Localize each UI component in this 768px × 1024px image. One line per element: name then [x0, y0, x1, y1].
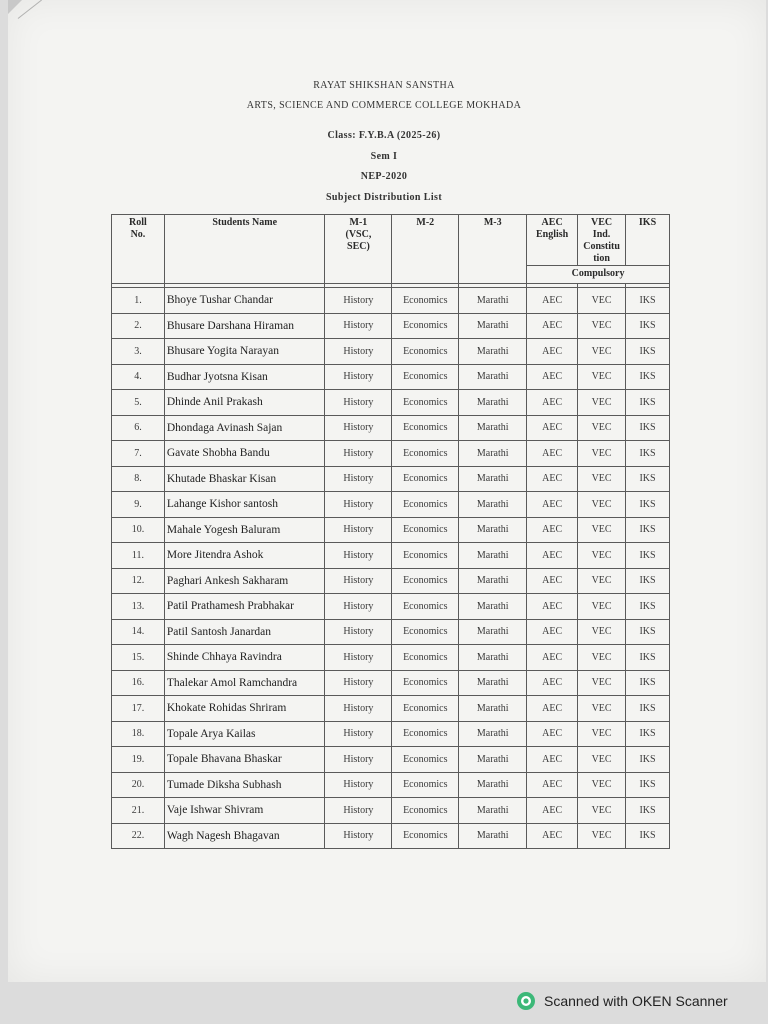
cell-name: Patil Santosh Janardan [164, 619, 325, 645]
cell-m2: Economics [392, 823, 459, 849]
cell-iks: IKS [626, 798, 670, 824]
cell-m3: Marathi [459, 619, 527, 645]
table-row [112, 313, 670, 339]
col-roll-line1: Roll [129, 217, 147, 228]
cell-iks: IKS [626, 517, 670, 543]
cell-m2: Economics [392, 313, 459, 339]
cell-iks: IKS [626, 339, 670, 365]
cell-name: Topale Arya Kailas [164, 721, 325, 747]
cell-vec: VEC [578, 696, 626, 722]
cell-name: Mahale Yogesh Baluram [164, 517, 325, 543]
cell-m1: History [325, 772, 392, 798]
cell-aec: AEC [527, 543, 578, 569]
cell-iks: IKS [626, 823, 670, 849]
cell-name: Patil Prathamesh Prabhakar [164, 594, 325, 620]
cell-aec: AEC [527, 568, 578, 594]
table-body [112, 284, 670, 849]
cell-name: Vaje Ishwar Shivram [164, 798, 325, 824]
cell-m2: Economics [392, 670, 459, 696]
cell-m3: Marathi [459, 339, 527, 365]
cell-iks: IKS [626, 568, 670, 594]
cell-aec: AEC [527, 619, 578, 645]
cell-m2: Economics [392, 339, 459, 365]
cell-m2: Economics [392, 441, 459, 467]
cell-iks: IKS [626, 313, 670, 339]
cell-name: Bhoye Tushar Chandar [164, 288, 325, 314]
cell-roll: 1. [112, 288, 165, 314]
col-vec-line4: tion [593, 253, 610, 264]
col-m1-line1: M-1 [349, 217, 368, 228]
cell-roll: 16. [112, 670, 165, 696]
table-row [112, 390, 670, 416]
cell-name: Paghari Ankesh Sakharam [164, 568, 325, 594]
table-row [112, 543, 670, 569]
cell-m1: History [325, 696, 392, 722]
cell-iks: IKS [626, 696, 670, 722]
cell-iks: IKS [626, 543, 670, 569]
cell-vec: VEC [578, 492, 626, 518]
cell-iks: IKS [626, 670, 670, 696]
cell-m1: History [325, 441, 392, 467]
cell-m1: History [325, 466, 392, 492]
cell-m2: Economics [392, 466, 459, 492]
table-row [112, 594, 670, 620]
cell-name: Wagh Nagesh Bhagavan [164, 823, 325, 849]
cell-roll: 17. [112, 696, 165, 722]
cell-name: Bhusare Darshana Hiraman [164, 313, 325, 339]
cell-m2: Economics [392, 364, 459, 390]
cell-vec: VEC [578, 772, 626, 798]
table-row [112, 721, 670, 747]
cell-iks: IKS [626, 619, 670, 645]
cell-iks: IKS [626, 364, 670, 390]
cell-name: Thalekar Amol Ramchandra [164, 670, 325, 696]
table-row [112, 568, 670, 594]
cell-m3: Marathi [459, 517, 527, 543]
cell-m3: Marathi [459, 313, 527, 339]
cell-m3: Marathi [459, 390, 527, 416]
cell-iks: IKS [626, 772, 670, 798]
cell-aec: AEC [527, 517, 578, 543]
list-title: Subject Distribution List [325, 192, 443, 203]
cell-m2: Economics [392, 721, 459, 747]
cell-roll: 12. [112, 568, 165, 594]
cell-vec: VEC [578, 390, 626, 416]
cell-roll: 4. [112, 364, 165, 390]
cell-iks: IKS [626, 390, 670, 416]
cell-iks: IKS [626, 594, 670, 620]
col-vec-line3: Constitu [583, 241, 620, 252]
cell-m2: Economics [392, 645, 459, 671]
cell-iks: IKS [626, 441, 670, 467]
cell-m2: Economics [392, 415, 459, 441]
col-vec-line1: VEC [591, 217, 613, 228]
table-row [112, 798, 670, 824]
col-m1-line2: (VSC, [345, 229, 372, 240]
scanner-watermark [516, 990, 728, 1012]
cell-name: Bhusare Yogita Narayan [164, 339, 325, 365]
cell-m3: Marathi [459, 364, 527, 390]
col-vec-line2: Ind. [592, 229, 611, 240]
cell-m1: History [325, 670, 392, 696]
cell-m3: Marathi [459, 645, 527, 671]
cell-name: Khutade Bhaskar Kisan [164, 466, 325, 492]
cell-aec: AEC [527, 721, 578, 747]
cell-roll: 3. [112, 339, 165, 365]
cell-m1: History [325, 517, 392, 543]
col-iks: IKS [626, 215, 670, 266]
cell-iks: IKS [626, 747, 670, 773]
cell-m1: History [325, 721, 392, 747]
cell-roll: 10. [112, 517, 165, 543]
cell-name: Dhondaga Avinash Sajan [164, 415, 325, 441]
cell-m2: Economics [392, 772, 459, 798]
cell-m2: Economics [392, 517, 459, 543]
cell-roll: 6. [112, 415, 165, 441]
cell-m1: History [325, 364, 392, 390]
cell-roll: 7. [112, 441, 165, 467]
table-row [112, 441, 670, 467]
cell-iks: IKS [626, 721, 670, 747]
table-row [112, 517, 670, 543]
cell-m1: History [325, 798, 392, 824]
col-roll [112, 215, 165, 284]
cell-m3: Marathi [459, 441, 527, 467]
cell-m3: Marathi [459, 543, 527, 569]
cell-aec: AEC [527, 364, 578, 390]
cell-aec: AEC [527, 466, 578, 492]
cell-iks: IKS [626, 415, 670, 441]
cell-vec: VEC [578, 313, 626, 339]
cell-vec: VEC [578, 645, 626, 671]
cell-m3: Marathi [459, 823, 527, 849]
cell-aec: AEC [527, 441, 578, 467]
cell-roll: 19. [112, 747, 165, 773]
cell-m2: Economics [392, 390, 459, 416]
col-m1 [325, 215, 392, 284]
cell-vec: VEC [578, 441, 626, 467]
cell-roll: 11. [112, 543, 165, 569]
cell-m1: History [325, 543, 392, 569]
cell-roll: 21. [112, 798, 165, 824]
table-row [112, 823, 670, 849]
cell-m3: Marathi [459, 798, 527, 824]
table-row [112, 288, 670, 314]
cell-m3: Marathi [459, 747, 527, 773]
cell-aec: AEC [527, 798, 578, 824]
cell-m3: Marathi [459, 415, 527, 441]
cell-m3: Marathi [459, 721, 527, 747]
cell-m1: History [325, 415, 392, 441]
cell-m3: Marathi [459, 568, 527, 594]
table-row [112, 466, 670, 492]
cell-aec: AEC [527, 339, 578, 365]
subject-distribution-table [111, 214, 670, 849]
table-row [112, 772, 670, 798]
table-row [112, 619, 670, 645]
cell-roll: 22. [112, 823, 165, 849]
cell-iks: IKS [626, 492, 670, 518]
cell-name: Khokate Rohidas Shriram [164, 696, 325, 722]
cell-m1: History [325, 390, 392, 416]
scanner-text: Scanned with OKEN Scanner [544, 993, 728, 1009]
cell-m3: Marathi [459, 772, 527, 798]
cell-vec: VEC [578, 288, 626, 314]
col-name: Students Name [164, 215, 325, 284]
cell-m1: History [325, 568, 392, 594]
oken-scanner-logo-icon [516, 991, 536, 1011]
cell-roll: 18. [112, 721, 165, 747]
cell-vec: VEC [578, 517, 626, 543]
col-aec-line1: AEC [541, 217, 563, 228]
cell-m1: History [325, 313, 392, 339]
cell-aec: AEC [527, 390, 578, 416]
cell-aec: AEC [527, 670, 578, 696]
cell-name: More Jitendra Ashok [164, 543, 325, 569]
cell-vec: VEC [578, 619, 626, 645]
cell-roll: 14. [112, 619, 165, 645]
col-m1-line3: SEC) [347, 241, 370, 252]
cell-m3: Marathi [459, 466, 527, 492]
cell-m1: History [325, 747, 392, 773]
cell-aec: AEC [527, 645, 578, 671]
cell-vec: VEC [578, 823, 626, 849]
class-line: Class: F.Y.B.A (2025-26) [327, 130, 441, 141]
semester: Sem I [370, 151, 398, 162]
cell-name: Gavate Shobha Bandu [164, 441, 325, 467]
college-name: ARTS, SCIENCE AND COMMERCE COLLEGE MOKHADA [246, 100, 522, 111]
col-m3: M-3 [459, 215, 527, 284]
cell-m2: Economics [392, 543, 459, 569]
cell-aec: AEC [527, 747, 578, 773]
cell-m2: Economics [392, 594, 459, 620]
table-row [112, 670, 670, 696]
cell-m2: Economics [392, 619, 459, 645]
cell-m3: Marathi [459, 288, 527, 314]
cell-m3: Marathi [459, 696, 527, 722]
cell-vec: VEC [578, 721, 626, 747]
header-row [112, 215, 670, 266]
cell-vec: VEC [578, 339, 626, 365]
compulsory-label: Compulsory [527, 266, 670, 284]
cell-m2: Economics [392, 747, 459, 773]
table-row [112, 339, 670, 365]
org-name: RAYAT SHIKSHAN SANSTHA [313, 80, 455, 91]
cell-vec: VEC [578, 543, 626, 569]
cell-m3: Marathi [459, 492, 527, 518]
cell-m3: Marathi [459, 670, 527, 696]
cell-aec: AEC [527, 823, 578, 849]
cell-aec: AEC [527, 594, 578, 620]
cell-vec: VEC [578, 747, 626, 773]
cell-iks: IKS [626, 645, 670, 671]
cell-name: Topale Bhavana Bhaskar [164, 747, 325, 773]
cell-vec: VEC [578, 670, 626, 696]
cell-roll: 15. [112, 645, 165, 671]
table-row [112, 645, 670, 671]
cell-name: Budhar Jyotsna Kisan [164, 364, 325, 390]
cell-aec: AEC [527, 313, 578, 339]
cell-vec: VEC [578, 594, 626, 620]
cell-m2: Economics [392, 568, 459, 594]
cell-roll: 5. [112, 390, 165, 416]
col-aec-line2: English [535, 229, 569, 240]
cell-m1: History [325, 594, 392, 620]
cell-m2: Economics [392, 696, 459, 722]
table-row [112, 747, 670, 773]
table-row [112, 415, 670, 441]
cell-m1: History [325, 645, 392, 671]
cell-m1: History [325, 339, 392, 365]
cell-iks: IKS [626, 466, 670, 492]
cell-vec: VEC [578, 415, 626, 441]
cell-name: Shinde Chhaya Ravindra [164, 645, 325, 671]
cell-m1: History [325, 288, 392, 314]
cell-aec: AEC [527, 772, 578, 798]
cell-aec: AEC [527, 415, 578, 441]
col-m2: M-2 [392, 215, 459, 284]
cell-name: Tumade Diksha Subhash [164, 772, 325, 798]
cell-iks: IKS [626, 288, 670, 314]
cell-m2: Economics [392, 288, 459, 314]
cell-vec: VEC [578, 568, 626, 594]
cell-roll: 8. [112, 466, 165, 492]
cell-aec: AEC [527, 696, 578, 722]
cell-name: Lahange Kishor santosh [164, 492, 325, 518]
cell-roll: 9. [112, 492, 165, 518]
page-corner [8, 0, 22, 14]
col-aec [527, 215, 578, 266]
cell-name: Dhinde Anil Prakash [164, 390, 325, 416]
table-row [112, 492, 670, 518]
cell-aec: AEC [527, 288, 578, 314]
cell-roll: 2. [112, 313, 165, 339]
table-row [112, 364, 670, 390]
table-row [112, 696, 670, 722]
cell-vec: VEC [578, 466, 626, 492]
cell-m1: History [325, 823, 392, 849]
cell-vec: VEC [578, 364, 626, 390]
col-vec [578, 215, 626, 266]
cell-roll: 20. [112, 772, 165, 798]
cell-m2: Economics [392, 492, 459, 518]
cell-m1: History [325, 619, 392, 645]
cell-aec: AEC [527, 492, 578, 518]
cell-m3: Marathi [459, 594, 527, 620]
cell-roll: 13. [112, 594, 165, 620]
col-roll-line2: No. [130, 229, 146, 240]
cell-vec: VEC [578, 798, 626, 824]
cell-m2: Economics [392, 798, 459, 824]
nep-line: NEP-2020 [360, 171, 408, 182]
cell-m1: History [325, 492, 392, 518]
